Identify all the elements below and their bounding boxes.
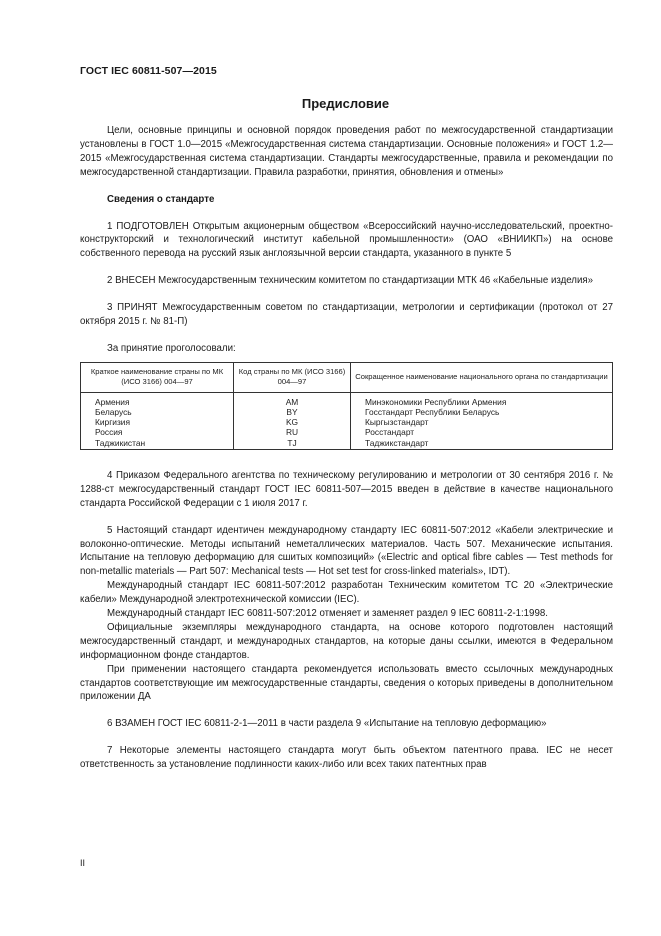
voted-label: За принятие проголосовали: <box>107 342 236 354</box>
item-3-paragraph: 3 ПРИНЯТ Межгосударственным советом по стандартизации, метрологии и сертификации (протокол от 27 октября 2015 г. № 81-П) <box>80 302 613 328</box>
table-row <box>81 417 613 427</box>
table-cell-country: Армения <box>81 392 234 407</box>
item-5-replaces-paragraph: Международный стандарт IEC 60811-507:2012 отменяет и заменяет раздел 9 IEC 60811-2-1:1998. <box>107 608 548 620</box>
table-cell-body: Кыргызстандарт <box>351 417 613 427</box>
table-cell-country: Беларусь <box>81 407 234 417</box>
item-4-paragraph: 4 Приказом Федерального агентства по техническому регулированию и метрологии от 30 сентября 2016 г. № 1288-ст межгосударственный стандарт ГОСТ IEC 60811-507—2015 введен в действие в качестве национального стандарта Российской Федерации с 1 июля 2017 г. <box>80 469 613 509</box>
table-header-code: Код страны по МК (ИСО 3166) 004—97 <box>234 362 351 392</box>
table-cell-body: Таджикстандарт <box>351 438 613 450</box>
item-7-paragraph: 7 Некоторые элементы настоящего стандарта могут быть объектом патентного права. IEC не несет ответственность за установление подлинности каких-либо или всех таких патентных прав <box>80 745 613 771</box>
standard-info-heading: Сведения о стандарте <box>107 193 215 205</box>
item-2-paragraph: 2 ВНЕСЕН Межгосударственным техническим комитетом по стандартизации МТК 46 «Кабельные изделия» <box>107 275 594 287</box>
table-cell-code: AM <box>234 392 351 407</box>
item-5-application-paragraph: При применении настоящего стандарта рекомендуется использовать вместо ссылочных международных стандартов соответствующие им межгосударственные стандарты, сведения о которых приведены в дополнительном приложении ДА <box>80 663 613 703</box>
table-cell-code: KG <box>234 417 351 427</box>
table-header-row <box>81 362 613 392</box>
table-cell-body: Минэкономики Республики Армения <box>351 392 613 407</box>
table-row <box>81 427 613 437</box>
table-cell-country: Киргизия <box>81 417 234 427</box>
item-1-paragraph: 1 ПОДГОТОВЛЕН Открытым акционерным обществом «Всероссийский научно-исследовательский, проектно-конструкторский и технологический институт кабельной промышленности» (ОАО «ВНИИКП») на основе собственного перевода на русский язык англоязычной версии стандарта, указанного в пункте 5 <box>80 220 613 260</box>
intro-paragraph: Цели, основные принципы и основной порядок проведения работ по межгосударственной стандартизации установлены в ГОСТ 1.0—2015 «Межгосударственная система стандартизации. Основные положения» и ГОСТ 1.2—2015 «Межгосударственная система стандартизации. Стандарты межгосударственные, правила и рекомендации по межгосударственной стандартизации. Правила разработки, принятия, обновления и отмены» <box>80 125 613 178</box>
table-cell-country: Таджикистан <box>81 438 234 450</box>
item-6-paragraph: 6 ВЗАМЕН ГОСТ IEC 60811-2-1—2011 в части раздела 9 «Испытание на тепловую деформацию» <box>107 718 547 730</box>
table-cell-code: RU <box>234 427 351 437</box>
document-code-header: ГОСТ IEC 60811-507—2015 <box>80 65 217 77</box>
table-cell-body: Росстандарт <box>351 427 613 437</box>
table-cell-body: Госстандарт Республики Беларусь <box>351 407 613 417</box>
table-cell-country: Россия <box>81 427 234 437</box>
item-5-developer-paragraph: Международный стандарт IEC 60811-507:2012 разработан Техническим комитетом TC 20 «Электрические кабели» Международной электротехнической комиссии (IEC). <box>80 580 613 606</box>
table-header-country: Краткое наименование страны по МК (ИСО 3166) 004—97 <box>81 362 234 392</box>
page-title: Предисловие <box>301 96 390 111</box>
table-cell-code: BY <box>234 407 351 417</box>
table-row <box>81 407 613 417</box>
table-row <box>81 438 613 450</box>
page-number: II <box>80 858 86 868</box>
item-5-copies-paragraph: Официальные экземпляры международного стандарта, на основе которого подготовлен настоящий межгосударственный стандарт, и международных стандартов, на которые даны ссылки, имеются в Федеральном информационном фонде стандартов. <box>80 621 613 661</box>
table-cell-code: TJ <box>234 438 351 450</box>
document-body <box>80 124 613 772</box>
voting-countries-table <box>80 362 613 450</box>
table-header-body: Сокращенное наименование национального органа по стандартизации <box>351 362 613 392</box>
table-row <box>81 392 613 407</box>
item-5-paragraph: 5 Настоящий стандарт идентичен международному стандарту IEC 60811-507:2012 «Кабели электрические и волоконно-оптические. Методы испытаний неметаллических материалов. Часть 507. Механические испытания. Испытание на тепловую деформацию для сшитых композиций» («Electric and optical fibre cables — Test methods for non-metallic materials — Part 507: Mechanical tests — Hot set test for cross-linked materials», IDT). <box>80 524 613 578</box>
